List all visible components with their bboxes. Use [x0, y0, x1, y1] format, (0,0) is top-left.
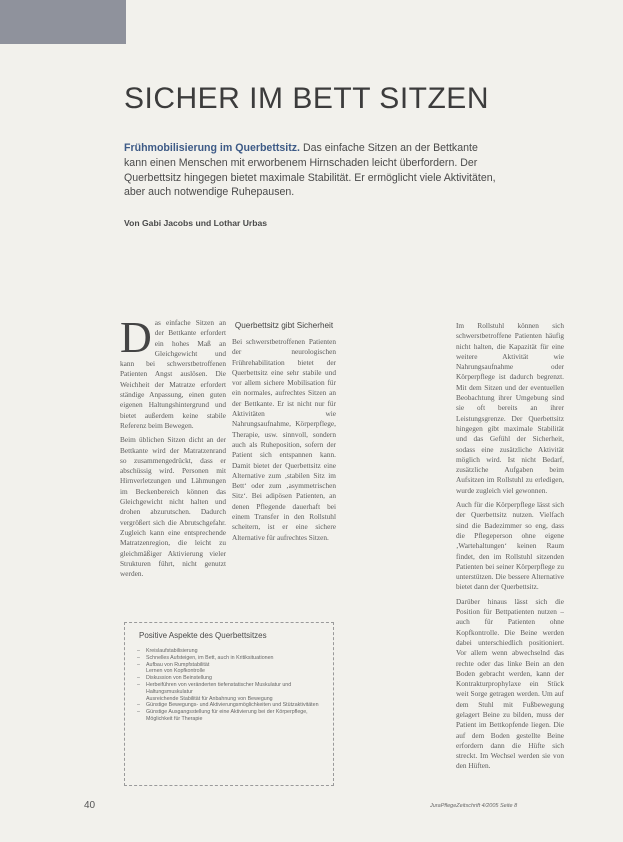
column-3-paragraph-2: Auch für die Körperpflege lässt sich der Querbettsitz nutzen. Vielfach sind die Badezimmer so eng, dass die Pflegeperson ohne eigene ‚Wartehaltungen‘ keinen Raum findet, den im Rollstuhl sitzenden Patienten bei seiner Körperpflege zu unterstützen. Die bessere Alternative bietet dann der Querbettsitz. — [456, 500, 564, 592]
column-3-paragraph-3: Darüber hinaus lässt sich die Position für Bettpatienten nutzen – auch für Patienten ohne Kopfkontrolle. Die Beine werden dabei unterschiedlich positioniert. Vor allem wenn abwechselnd das rechte oder das linke Bein an den Boden gebracht werden, kann der Kontrakturprophylaxe ein Stück weit Sorge getragen werden. Um auf dem Stuhl mit Fußbewegung gelagert Beine zu bilden, muss der Patient im Bettkopfende liegen. Die auf dem Boden gestellte Beine erfordern dann die Hüfte sich streckt. Im Wechsel werden sie von den Hüften. — [456, 596, 564, 771]
list-item-text: Kreislaufstabilisierung — [146, 648, 198, 654]
list-item — [137, 696, 325, 703]
list-item: – Schnelles Aufsteigen, im Bett, auch in Kritiksituationen — [137, 654, 274, 661]
section-subheading: Querbettsitz gibt Sicherheit — [234, 321, 334, 330]
lead-bold-heading: Frühmobilisierung im Querbettsitz. — [124, 142, 300, 154]
info-box-list — [137, 648, 325, 723]
author-line: Von Gabi Jacobs und Lothar Urbas — [124, 218, 268, 228]
info-box — [124, 622, 334, 786]
column-2-paragraph-1: Bei schwerstbetroffenen Patienten der neurologischen Frührehabilitation bietet der Querbettsitz eine sehr stabile und vor allem sichere Mobilisation für ein normales, aufrechtes Sitzen an der Bettkante. Er ist nicht nur für Aktivitäten wie Nahrungsaufnahme, Körperpflege, Therapie, usw. sinnvoll, sondern auch als Ruheposition, sofern der Patient sich entspannen kann. Damit bietet der Querbettsitz eine Alternative zum ‚stabilen Sitz im Bett‘ oder zum ‚asymmetrischen Sitz‘. Bei adipösen Patienten, an denen Pflegende dauerhaft bei einem Transfer in den Rollstuhl scheitern, ist er eine sichere Alternative für aufrechtes Sitzen. — [232, 337, 336, 542]
lead-text: Das einfache Sitzen an der Bettkante kann einen Menschen mit erworbenem Hirnschaden leicht überfordern. Der Querbettsitz hingegen bietet maximale Stabilität. Er ermöglicht viele Aktivitäten, aber auch notwendige Ruhepausen. — [124, 142, 496, 199]
page-number: 40 — [84, 800, 96, 811]
column-1-paragraph-1 — [120, 318, 226, 431]
column-1 — [120, 318, 226, 580]
list-item-text: Günstige Ausgangsstellung für eine Aktivierung bei der Körperpflege, Möglichkeit für Therapie — [146, 709, 308, 722]
list-item: – Kreislaufstabilisierung — [137, 648, 198, 654]
drop-cap: D — [120, 318, 152, 362]
list-item: – Günstige Ausgangsstellung für eine Aktivierung bei der Körperpflege, Möglichkeit für Therapie — [137, 709, 308, 722]
journal-footer: JuraPflegeZeitschrift 4/2005 Seite 8 — [430, 803, 518, 809]
list-item: – Günstige Bewegungs- und Aktivierungsmöglichkeiten und Stützaktivitäten — [137, 702, 319, 709]
list-item: – Herbeiführen von veränderten tiefenstatischer Muskulatur und Haltungsmuskulatur — [137, 681, 292, 695]
column-1-text-1: as einfache Sitzen an der Bettkante erfordert ein hohes Maß an Gleichgewicht und kann bei schwerstbetroffenen Patienten Angst auslösen. Die Weichheit der Matratze erfordert ständige Anpassung, einen guten eigenen Haltungshintergrund und bietet außerdem keine stabile Referenz beim Bewegen. — [120, 318, 226, 430]
article-title: SICHER IM BETT SITZEN — [124, 82, 489, 115]
lead-paragraph — [124, 141, 496, 200]
list-item-text: Herbeiführen von veränderten tiefenstatischer Muskulatur und Haltungsmuskulatur — [146, 681, 292, 695]
list-item-text: Schnelles Aufsteigen, im Bett, auch in Kritiksituationen — [146, 654, 274, 661]
list-item: – Diskussion von Beinstellung — [137, 675, 212, 682]
column-3-paragraph-1: Im Rollstuhl können sich schwerstbetroffene Patienten häufig nicht halten, die Kapazität für eine weitere Aktivität wie Nahrungsaufnahme oder Körperpflege ist dadurch begrenzt. Mit dem Sitzen und der eventuellen Beobachtung ihrer Umgebung sind sie oft bereits an ihrer Leistungsgrenze. Der Querbettsitz hingegen gibt maximale Stabilität und das Gefühl der Sicherheit, sodass eine zusätzliche Aktivität möglich wird. Ist nicht Bedarf, zusätzliche Aufgaben beim Aufsitzen im Rollstuhl zu erledigen, wurde zugleich viel gewonnen. — [456, 321, 564, 495]
header-color-tab — [0, 0, 126, 44]
list-item-text: Ausreichende Stabilität für Anbahnung von Bewegung — [146, 695, 273, 702]
list-item-text: Diskussion von Beinstellung — [146, 675, 212, 682]
column-3 — [456, 321, 564, 803]
info-box-title: Positive Aspekte des Querbettsitzes — [139, 631, 267, 640]
list-item-text: Lernen von Kopfkontrolle — [146, 668, 205, 675]
column-1-paragraph-2: Beim üblichen Sitzen dicht an der Bettkante wird der Matratzenrand so zusammengedrückt, dass er abschüssig wird. Personen mit Hirnverletzungen und Lähmungen im Beckenbereich können das Gleichgewicht nicht halten und drohen abzurutschen. Dadurch vergrößert sich die Abrutschgefahr. Zugleich kann eine entsprechende Matratzenregion, die leicht zu gleichmäßiger Aktivierung vieler Strukturen führt, nicht genutzt werden. — [120, 435, 226, 579]
column-2 — [232, 318, 336, 578]
list-item: – Aufbau von Rumpfstabilität — [137, 661, 210, 668]
list-item-text: Günstige Bewegungs- und Aktivierungsmöglichkeiten und Stützaktivitäten — [146, 702, 319, 709]
list-item — [137, 668, 325, 675]
list-item-text: Aufbau von Rumpfstabilität — [146, 661, 210, 668]
